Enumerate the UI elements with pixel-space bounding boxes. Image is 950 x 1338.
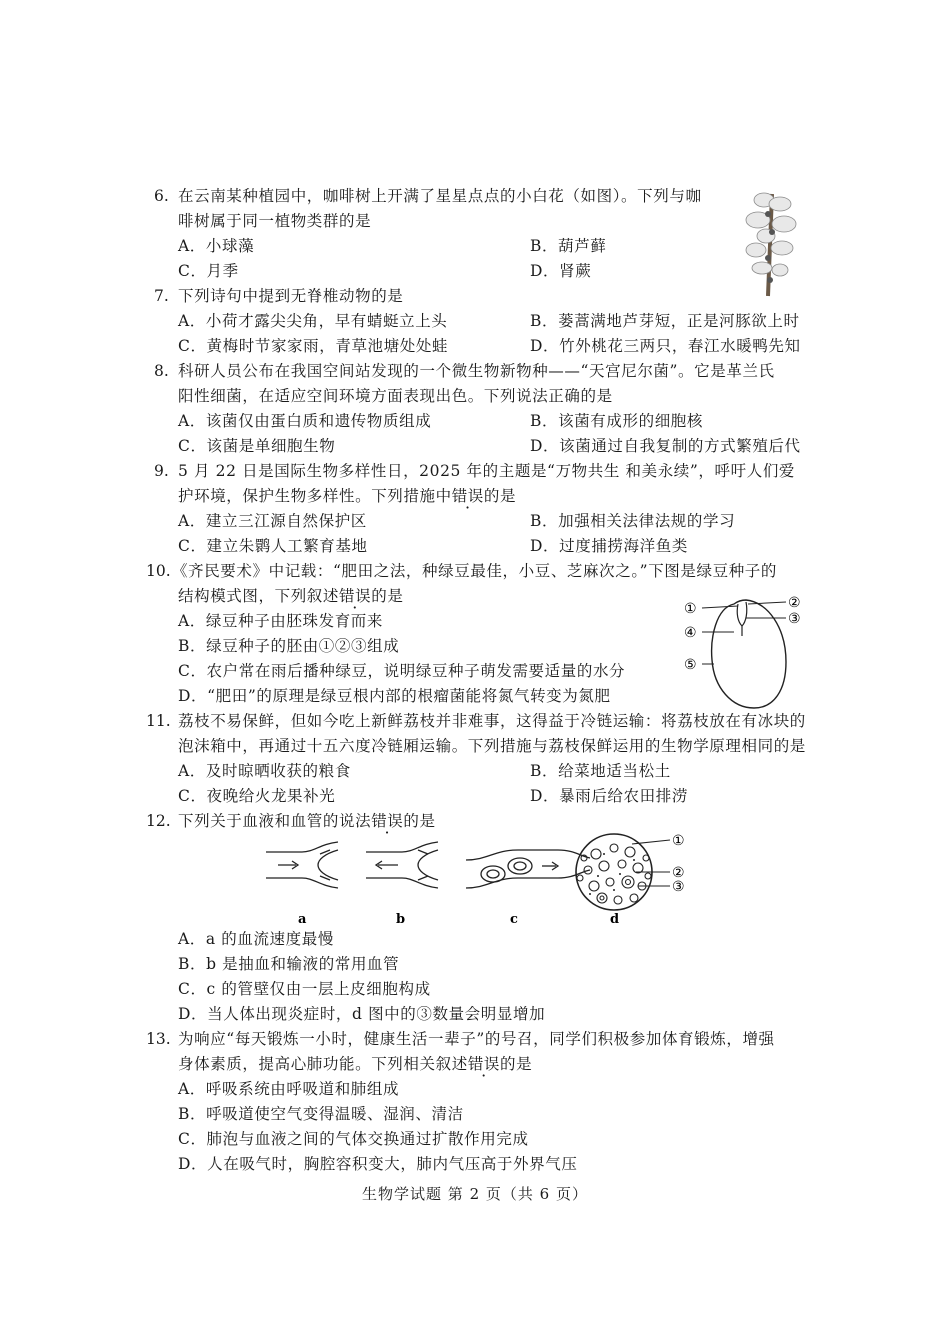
q12-number: 12. — [146, 812, 171, 830]
q9-emphasis-wrong: 错误 — [451, 487, 484, 505]
blood-vessel-figures — [258, 830, 708, 930]
mung-bean-seed-diagram — [676, 588, 816, 718]
q6-option-d: D．肾蕨 — [530, 262, 592, 280]
q12-emphasis-wrong: 错误 — [371, 812, 404, 830]
q11-option-b: B．给菜地适当松土 — [530, 762, 671, 780]
q9-option-d: D．过度捕捞海洋鱼类 — [530, 537, 688, 555]
q8-option-b: B．该菌有成形的细胞核 — [530, 412, 703, 430]
q7-number: 7. — [154, 287, 169, 305]
q9-stem-line2 — [178, 486, 516, 506]
q11-option-c: C．夜晚给火龙果补光 — [178, 787, 336, 805]
q8-stem-line1: 科研人员公布在我国空间站发现的一个微生物新物种——“天宫尼尔菌”。它是革兰氏 — [178, 362, 775, 380]
q7-option-d: D．竹外桃花三两只，春江水暖鸭先知 — [530, 337, 801, 355]
q11-option-a: A．及时晾晒收获的粮食 — [178, 762, 351, 780]
vessel-d — [576, 834, 670, 910]
q9-option-b: B．加强相关法律法规的学习 — [530, 512, 736, 530]
q9-stem-line1: 5 月 22 日是国际生物多样性日，2025 年的主题是“万物共生 和美永续”，呼吁人们爱 — [178, 462, 796, 480]
q7-option-a: A．小荷才露尖尖角，早有蜻蜓立上头 — [178, 312, 448, 330]
q11-stem-line2: 泡沫箱中，再通过十五六度冷链厢运输。下列措施与荔枝保鲜运用的生物学原理相同的是 — [178, 737, 806, 755]
q13-emphasis-wrong: 错误 — [467, 1055, 501, 1073]
blood-label-1: ① — [672, 833, 685, 849]
q8-number: 8. — [154, 362, 169, 380]
q13-option-c: C．肺泡与血液之间的气体交换通过扩散作用完成 — [178, 1130, 529, 1148]
vessel-c — [466, 850, 590, 888]
q6-number: 6. — [154, 187, 169, 205]
q13-stem-line2 — [178, 1054, 532, 1074]
q13-option-d: D．人在吸气时，胸腔容积变大，肺内气压高于外界气压 — [178, 1155, 578, 1173]
figure-label-c: c — [510, 912, 518, 927]
vessel-a — [266, 842, 338, 888]
q10-stem-post: 的是 — [371, 587, 404, 605]
q10-option-a: A．绿豆种子由胚珠发育而来 — [178, 612, 383, 630]
coffee-flower-photo — [738, 186, 806, 298]
seed-label-2: ② — [788, 595, 801, 611]
q10-option-c: C．农户常在雨后播种绿豆，说明绿豆种子萌发需要适量的水分 — [178, 662, 626, 680]
q9-stem-post: 的是 — [483, 487, 517, 505]
q11-stem-line1: 荔枝不易保鲜，但如今吃上新鲜荔枝并非难事，这得益于冷链运输：将荔枝放在有冰块的 — [178, 712, 806, 730]
q13-stem-line1: 为响应“每天锻炼一小时，健康生活一辈子”的号召，同学们积极参加体育锻炼，增强 — [178, 1030, 775, 1048]
q10-number: 10. — [146, 562, 171, 580]
q12-stem — [178, 811, 436, 831]
q12-option-a: A．a 的血流速度最慢 — [178, 930, 334, 948]
q9-option-c: C．建立朱鹮人工繁育基地 — [178, 537, 368, 555]
q10-emphasis-wrong: 错误 — [339, 587, 372, 605]
q9-stem-pre: 护环境，保护生物多样性。下列措施中 — [178, 487, 452, 505]
q9-number: 9. — [154, 462, 169, 480]
q13-option-a: A．呼吸系统由呼吸道和肺组成 — [178, 1080, 400, 1098]
q13-option-b: B．呼吸道使空气变得温暖、湿润、清洁 — [178, 1105, 464, 1123]
q6-option-a: A．小球藻 — [178, 237, 255, 255]
q6-stem-line1: 在云南某种植园中，咖啡树上开满了星星点点的小白花（如图）。下列与咖 — [178, 187, 702, 205]
q13-stem-post: 的是 — [500, 1055, 533, 1073]
q12-option-c: C．c 的管壁仅由一层上皮细胞构成 — [178, 980, 431, 998]
blood-label-2: ② — [672, 865, 685, 881]
q8-stem-line2: 阳性细菌，在适应空间环境方面表现出色。下列说法正确的是 — [178, 387, 613, 405]
q9-option-a: A．建立三江源自然保护区 — [178, 512, 367, 530]
page-footer: 生物学试题 第 2 页（共 6 页） — [362, 1185, 588, 1203]
q7-option-b: B．蒌蒿满地芦芽短，正是河豚欲上时 — [530, 312, 800, 330]
q10-option-d: D．“肥田”的原理是绿豆根内部的根瘤菌能将氮气转变为氮肥 — [178, 687, 611, 705]
q13-number: 13. — [146, 1030, 171, 1048]
q12-option-d: D．当人体出现炎症时，d 图中的③数量会明显增加 — [178, 1005, 546, 1023]
q8-option-a: A．该菌仅由蛋白质和遗传物质组成 — [178, 412, 432, 430]
seed-label-4: ④ — [684, 625, 697, 641]
seed-label-1: ① — [684, 601, 697, 617]
q12-stem-post: 的是 — [403, 812, 436, 830]
figure-label-d: d — [610, 912, 620, 927]
q11-option-d: D．暴雨后给农田排涝 — [530, 787, 688, 805]
seed-label-5: ⑤ — [684, 657, 697, 673]
seed-label-3: ③ — [788, 611, 801, 627]
q8-option-c: C．该菌是单细胞生物 — [178, 437, 336, 455]
blood-label-3: ③ — [672, 879, 685, 895]
q11-number: 11. — [146, 712, 171, 730]
q13-stem-pre: 身体素质，提高心肺功能。下列相关叙述 — [178, 1055, 468, 1073]
q10-option-b: B．绿豆种子的胚由①②③组成 — [178, 637, 400, 655]
vessel-b — [366, 842, 438, 888]
q6-option-b: B．葫芦藓 — [530, 237, 607, 255]
q7-stem: 下列诗句中提到无脊椎动物的是 — [178, 287, 404, 305]
q7-option-c: C．黄梅时节家家雨，青草池塘处处蛙 — [178, 337, 449, 355]
figure-label-b: b — [396, 912, 406, 927]
q10-stem-pre: 结构模式图，下列叙述 — [178, 587, 340, 605]
figure-label-a: a — [298, 912, 307, 927]
q8-option-d: D．该菌通过自我复制的方式繁殖后代 — [530, 437, 801, 455]
q12-stem-pre: 下列关于血液和血管的说法 — [178, 812, 372, 830]
q6-option-c: C．月季 — [178, 262, 239, 280]
q12-option-b: B．b 是抽血和输液的常用血管 — [178, 955, 400, 973]
q6-stem-line2: 啡树属于同一植物类群的是 — [178, 212, 372, 230]
q10-stem-line2 — [178, 586, 403, 606]
q10-stem-line1: 《齐民要术》中记载：“肥田之法，种绿豆最佳，小豆、芝麻次之。”下图是绿豆种子的 — [172, 562, 778, 580]
